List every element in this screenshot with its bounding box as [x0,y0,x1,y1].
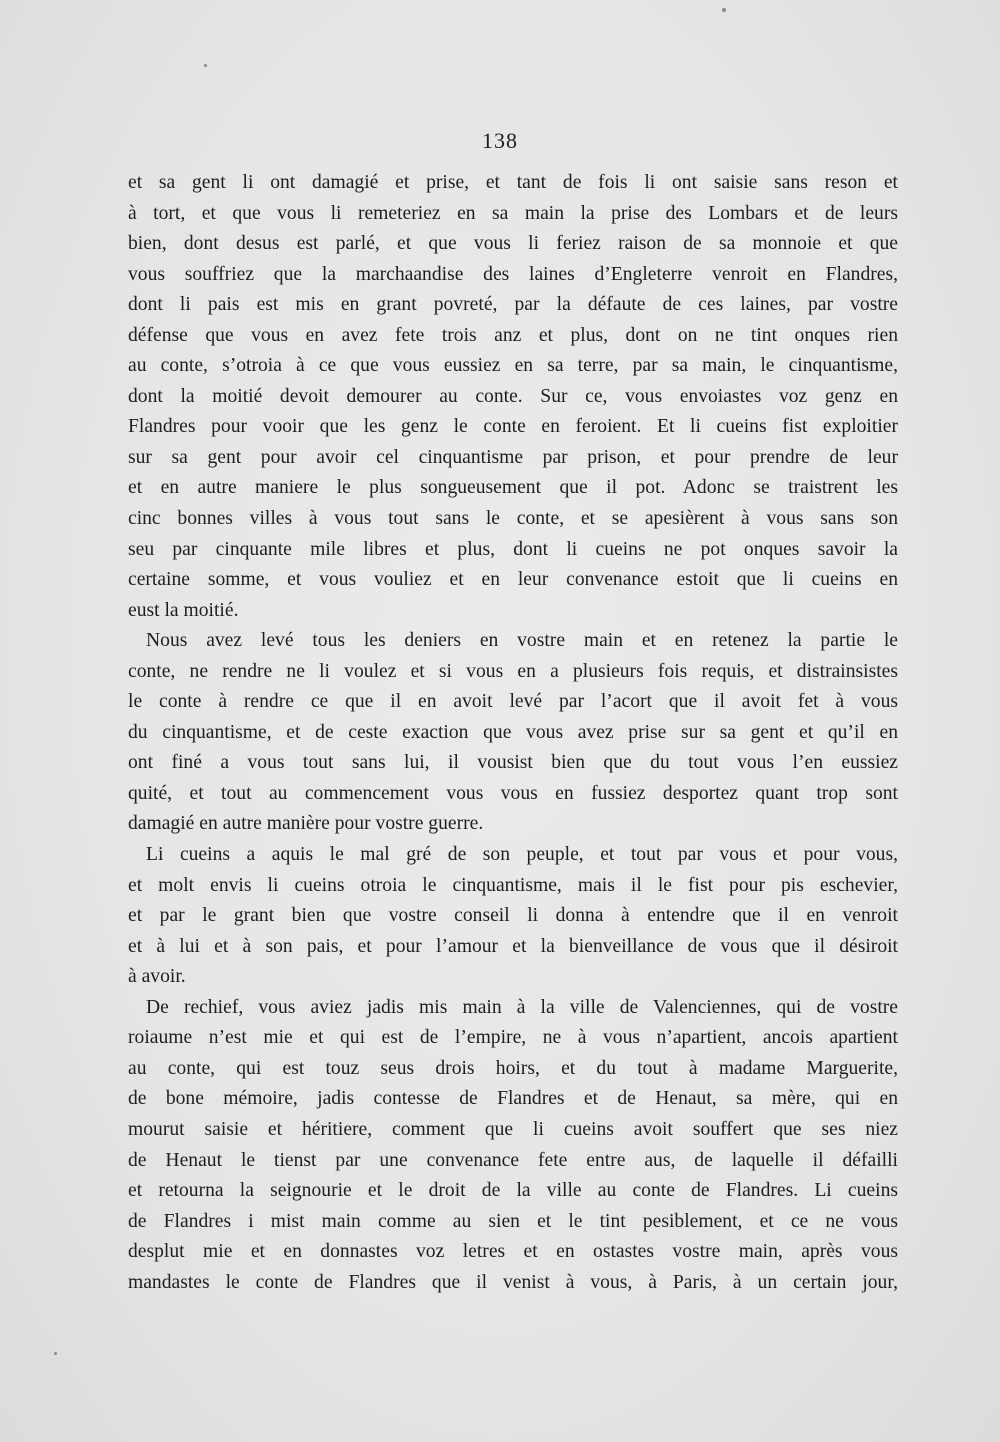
text-line: certaine somme, et vous vouliez et en leur convenance estoit que li cueins en [128,569,898,591]
text-line: et retourna la seignourie et le droit de la ville au conte de Flandres. Li cueins [128,1180,898,1202]
ink-speck [722,8,726,12]
text-line: de Flandres i mist main comme au sien et le tint pesiblement, et ce ne vous [128,1210,898,1232]
text-line: dont la moitié devoit demourer au conte. Sur ce, vous envoiastes voz genz en [128,385,898,407]
text-line: et en autre maniere le plus songueusement que il pot. Adonc se traistrent les [128,477,898,499]
text-line: Flandres pour vooir que les genz le conte en feroient. Et li cueins fist exploitier [128,416,898,438]
text-line: à avoir. [128,966,186,988]
page-number: 138 [482,128,518,153]
text-line: et sa gent li ont damagié et prise, et tant de fois li ont saisie sans reson et [128,172,898,193]
text-line: roiaume n’est mie et qui est de l’empire, ne à vous n’apartient, ancois apartient [128,1027,898,1049]
text-line: au conte, s’otroia à ce que vous eussiez en sa terre, par sa main, le cinquantisme, [128,355,898,377]
text-line: desplut mie et en donnastes voz letres et en ostastes vostre main, après vous [128,1241,898,1263]
text-line: du cinquantisme, et de ceste exaction que vous avez prise sur sa gent et qu’il en [128,721,898,743]
text-line: sur sa gent pour avoir cel cinquantisme par prison, et pour prendre de leur [128,446,898,468]
text-line: Li cueins a aquis le mal gré de son peuple, et tout par vous et pour vous, [146,844,898,866]
ink-speck [54,1352,57,1355]
text-line: seu par cinquante mile libres et plus, dont li cueins ne pot onques savoir la [128,538,898,560]
text-line: ont finé a vous tout sans lui, il vousist bien que du tout vous l’en eussiez [128,752,898,774]
text-line: conte, ne rendre ne li voulez et si vous en a plusieurs fois requis, et distrainsistes [128,660,898,682]
text-line: damagié en autre manière pour vostre guerre. [128,813,484,835]
text-line: et molt envis li cueins otroia le cinquantisme, mais il le fist pour pis eschevier, [128,874,898,896]
ink-speck [204,64,207,67]
paragraph [128,993,898,1298]
text-line: de bone mémoire, jadis contesse de Flandres et de Henaut, sa mère, qui en [128,1088,898,1110]
text-line: de Henaut le tienst par une convenance fete entre aus, de laquelle il défailli [128,1149,898,1171]
text-line: défense que vous en avez fete trois anz et plus, dont on ne tint onques rien [128,324,898,346]
text-line: mourut saisie et héritiere, comment que li cueins avoit souffert que ses niez [128,1118,898,1140]
text-line: dont li pais est mis en grant povreté, par la défaute de ces laines, par vostre [128,294,898,316]
text-line: eust la moitié. [128,599,239,621]
paragraph [128,840,898,993]
text-line: mandastes le conte de Flandres que il venist à vous, à Paris, à un certain jour, [128,1271,898,1293]
body-text [128,168,898,1298]
text-line: au conte, qui est touz seus drois hoirs, et du tout à madame Marguerite, [128,1057,898,1079]
text-line: et par le grant bien que vostre conseil li donna à entendre que il en venroit [128,905,898,927]
paragraph [128,168,898,626]
paragraph [128,626,898,840]
text-line: bien, dont desus est parlé, et que vous li feriez raison de sa monnoie et que [128,233,898,255]
text-line: à tort, et que vous li remeteriez en sa main la prise des Lombars et de leurs [128,202,898,224]
text-line: le conte à rendre ce que il en avoit levé par l’acort que il avoit fet à vous [128,691,898,713]
text-line: Nous avez levé tous les deniers en vostre main et en retenez la partie le [146,630,898,652]
text-line: vous souffriez que la marchaandise des laines d’Engleterre venroit en Flandres, [128,263,898,285]
text-line: cinc bonnes villes à vous tout sans le conte, et se apesièrent à vous sans son [128,508,898,530]
text-line: De rechief, vous aviez jadis mis main à la ville de Valenciennes, qui de vostre [146,996,898,1018]
text-line: quité, et tout au commencement vous vous en fussiez desportez quant trop sont [128,782,898,804]
text-line: et à lui et à son pais, et pour l’amour et la bienveillance de vous que il désiroit [128,935,898,957]
